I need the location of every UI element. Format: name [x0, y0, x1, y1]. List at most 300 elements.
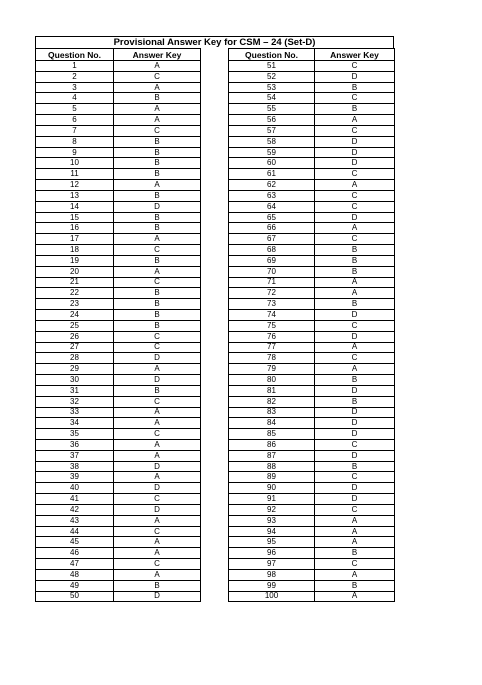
- column-gap: [201, 115, 229, 126]
- question-number-cell: 23: [36, 299, 114, 310]
- answer-key-table: [35, 48, 395, 602]
- table-row: [36, 245, 395, 256]
- question-number-cell: 1: [36, 61, 114, 72]
- answer-cell: B: [114, 223, 201, 234]
- column-gap: [201, 472, 229, 483]
- answer-cell: D: [315, 310, 395, 321]
- answer-cell: C: [315, 320, 395, 331]
- column-gap: [201, 504, 229, 515]
- table-row: [36, 353, 395, 364]
- question-number-cell: 60: [229, 158, 315, 169]
- answer-cell: A: [114, 234, 201, 245]
- answer-cell: B: [315, 580, 395, 591]
- column-gap: [201, 515, 229, 526]
- column-gap: [201, 364, 229, 375]
- question-number-cell: 55: [229, 104, 315, 115]
- question-number-cell: 91: [229, 494, 315, 505]
- table-row: [36, 385, 395, 396]
- answer-cell: B: [114, 169, 201, 180]
- table-row: [36, 515, 395, 526]
- answer-cell: A: [114, 266, 201, 277]
- answer-cell: D: [315, 158, 395, 169]
- answer-cell: D: [114, 461, 201, 472]
- column-gap: [201, 483, 229, 494]
- table-row: [36, 375, 395, 386]
- answer-cell: C: [114, 396, 201, 407]
- column-gap: [201, 591, 229, 602]
- question-number-cell: 14: [36, 201, 114, 212]
- question-number-cell: 4: [36, 93, 114, 104]
- question-number-cell: 8: [36, 136, 114, 147]
- answer-cell: A: [315, 180, 395, 191]
- question-number-cell: 82: [229, 396, 315, 407]
- question-number-cell: 35: [36, 429, 114, 440]
- question-number-cell: 42: [36, 504, 114, 515]
- question-number-cell: 20: [36, 266, 114, 277]
- question-number-cell: 21: [36, 277, 114, 288]
- question-number-cell: 34: [36, 418, 114, 429]
- table-row: [36, 569, 395, 580]
- answer-cell: A: [114, 104, 201, 115]
- answer-cell: D: [315, 147, 395, 158]
- answer-cell: C: [114, 342, 201, 353]
- answer-cell: B: [114, 147, 201, 158]
- answer-cell: C: [315, 93, 395, 104]
- column-gap: [201, 71, 229, 82]
- answer-cell: A: [114, 439, 201, 450]
- answer-key-header-right: Answer Key: [315, 49, 395, 61]
- answer-cell: B: [315, 461, 395, 472]
- answer-cell: A: [114, 61, 201, 72]
- question-number-cell: 65: [229, 212, 315, 223]
- answer-cell: A: [114, 82, 201, 93]
- column-gap: [201, 299, 229, 310]
- answer-cell: A: [315, 569, 395, 580]
- answer-cell: D: [114, 375, 201, 386]
- question-number-cell: 19: [36, 255, 114, 266]
- table-row: [36, 494, 395, 505]
- question-number-cell: 56: [229, 115, 315, 126]
- question-number-cell: 81: [229, 385, 315, 396]
- table-row: [36, 537, 395, 548]
- answer-cell: D: [114, 483, 201, 494]
- table-row: [36, 158, 395, 169]
- table-row: [36, 548, 395, 559]
- column-gap: [201, 255, 229, 266]
- answer-cell: B: [114, 212, 201, 223]
- answer-cell: C: [114, 429, 201, 440]
- answer-cell: D: [315, 212, 395, 223]
- answer-cell: C: [315, 201, 395, 212]
- column-gap: [201, 439, 229, 450]
- table-row: [36, 288, 395, 299]
- question-number-cell: 75: [229, 320, 315, 331]
- table-row: [36, 580, 395, 591]
- table-row: [36, 418, 395, 429]
- column-gap: [201, 266, 229, 277]
- question-number-cell: 22: [36, 288, 114, 299]
- question-number-cell: 52: [229, 71, 315, 82]
- question-number-cell: 59: [229, 147, 315, 158]
- answer-cell: C: [315, 169, 395, 180]
- question-number-cell: 46: [36, 548, 114, 559]
- answer-cell: D: [315, 136, 395, 147]
- table-row: [36, 93, 395, 104]
- question-number-cell: 73: [229, 299, 315, 310]
- answer-cell: B: [114, 190, 201, 201]
- question-number-cell: 7: [36, 125, 114, 136]
- question-number-cell: 74: [229, 310, 315, 321]
- answer-cell: B: [114, 580, 201, 591]
- column-gap: [201, 190, 229, 201]
- table-row: [36, 342, 395, 353]
- question-number-cell: 28: [36, 353, 114, 364]
- question-number-cell: 84: [229, 418, 315, 429]
- question-number-cell: 62: [229, 180, 315, 191]
- answer-cell: C: [114, 559, 201, 570]
- question-number-cell: 27: [36, 342, 114, 353]
- answer-cell: D: [315, 407, 395, 418]
- column-gap: [201, 82, 229, 93]
- answer-cell: B: [315, 266, 395, 277]
- answer-cell: C: [114, 526, 201, 537]
- column-gap: [201, 288, 229, 299]
- question-number-cell: 58: [229, 136, 315, 147]
- question-number-cell: 13: [36, 190, 114, 201]
- column-gap: [201, 93, 229, 104]
- question-number-cell: 40: [36, 483, 114, 494]
- column-gap: [201, 169, 229, 180]
- question-number-cell: 10: [36, 158, 114, 169]
- question-number-cell: 25: [36, 320, 114, 331]
- column-gap: [201, 277, 229, 288]
- question-number-cell: 44: [36, 526, 114, 537]
- answer-cell: A: [315, 288, 395, 299]
- question-number-cell: 70: [229, 266, 315, 277]
- question-number-cell: 88: [229, 461, 315, 472]
- column-gap: [201, 104, 229, 115]
- table-row: [36, 472, 395, 483]
- answer-cell: B: [114, 158, 201, 169]
- column-gap: [201, 418, 229, 429]
- question-number-cell: 98: [229, 569, 315, 580]
- table-row: [36, 310, 395, 321]
- table-row: [36, 136, 395, 147]
- table-row: [36, 180, 395, 191]
- table-row: [36, 71, 395, 82]
- column-gap: [201, 310, 229, 321]
- table-row: [36, 115, 395, 126]
- question-no-header-left: Question No.: [36, 49, 114, 61]
- question-number-cell: 39: [36, 472, 114, 483]
- question-number-cell: 12: [36, 180, 114, 191]
- answer-cell: D: [114, 353, 201, 364]
- answer-cell: B: [315, 548, 395, 559]
- question-number-cell: 43: [36, 515, 114, 526]
- answer-cell: D: [315, 331, 395, 342]
- answer-cell: A: [114, 548, 201, 559]
- answer-cell: B: [315, 104, 395, 115]
- table-row: [36, 439, 395, 450]
- question-number-cell: 68: [229, 245, 315, 256]
- answer-cell: C: [315, 353, 395, 364]
- question-number-cell: 63: [229, 190, 315, 201]
- column-gap: [201, 407, 229, 418]
- answer-cell: D: [114, 504, 201, 515]
- table-row: [36, 591, 395, 602]
- answer-cell: A: [315, 277, 395, 288]
- question-number-cell: 33: [36, 407, 114, 418]
- answer-cell: D: [114, 201, 201, 212]
- answer-cell: A: [315, 526, 395, 537]
- question-number-cell: 89: [229, 472, 315, 483]
- table-row: [36, 212, 395, 223]
- answer-cell: B: [315, 245, 395, 256]
- question-number-cell: 69: [229, 255, 315, 266]
- question-number-cell: 94: [229, 526, 315, 537]
- answer-key-body: [36, 49, 395, 602]
- answer-cell: D: [315, 483, 395, 494]
- question-number-cell: 66: [229, 223, 315, 234]
- question-number-cell: 53: [229, 82, 315, 93]
- answer-key-sheet: [35, 36, 394, 602]
- column-gap: [201, 245, 229, 256]
- question-number-cell: 79: [229, 364, 315, 375]
- answer-cell: A: [114, 407, 201, 418]
- question-number-cell: 45: [36, 537, 114, 548]
- table-row: [36, 331, 395, 342]
- table-row: [36, 364, 395, 375]
- answer-cell: C: [114, 245, 201, 256]
- column-gap: [201, 158, 229, 169]
- answer-cell: B: [315, 375, 395, 386]
- question-number-cell: 93: [229, 515, 315, 526]
- table-row: [36, 147, 395, 158]
- answer-cell: A: [315, 342, 395, 353]
- question-number-cell: 97: [229, 559, 315, 570]
- column-gap: [201, 461, 229, 472]
- question-number-cell: 64: [229, 201, 315, 212]
- column-gap: [201, 429, 229, 440]
- column-gap: [201, 234, 229, 245]
- answer-cell: C: [114, 494, 201, 505]
- table-row: [36, 190, 395, 201]
- table-row: [36, 526, 395, 537]
- answer-cell: C: [114, 277, 201, 288]
- question-number-cell: 76: [229, 331, 315, 342]
- answer-cell: A: [114, 450, 201, 461]
- answer-cell: A: [315, 364, 395, 375]
- answer-cell: A: [114, 472, 201, 483]
- answer-cell: B: [315, 396, 395, 407]
- question-number-cell: 83: [229, 407, 315, 418]
- answer-cell: C: [315, 472, 395, 483]
- answer-cell: A: [114, 569, 201, 580]
- question-number-cell: 26: [36, 331, 114, 342]
- table-row: [36, 223, 395, 234]
- table-row: [36, 407, 395, 418]
- answer-cell: C: [315, 234, 395, 245]
- table-row: [36, 320, 395, 331]
- question-number-cell: 95: [229, 537, 315, 548]
- answer-cell: B: [114, 93, 201, 104]
- column-gap: [201, 353, 229, 364]
- answer-cell: C: [114, 331, 201, 342]
- question-number-cell: 90: [229, 483, 315, 494]
- answer-cell: B: [114, 136, 201, 147]
- question-number-cell: 3: [36, 82, 114, 93]
- question-number-cell: 48: [36, 569, 114, 580]
- question-number-cell: 49: [36, 580, 114, 591]
- table-row: [36, 169, 395, 180]
- question-number-cell: 6: [36, 115, 114, 126]
- column-gap: [201, 342, 229, 353]
- answer-cell: D: [315, 429, 395, 440]
- question-number-cell: 51: [229, 61, 315, 72]
- question-number-cell: 96: [229, 548, 315, 559]
- question-number-cell: 61: [229, 169, 315, 180]
- answer-cell: D: [315, 494, 395, 505]
- table-row: [36, 266, 395, 277]
- question-number-cell: 80: [229, 375, 315, 386]
- question-number-cell: 77: [229, 342, 315, 353]
- answer-cell: D: [315, 71, 395, 82]
- answer-cell: C: [315, 125, 395, 136]
- question-number-cell: 31: [36, 385, 114, 396]
- table-row: [36, 483, 395, 494]
- column-gap: [201, 396, 229, 407]
- question-number-cell: 47: [36, 559, 114, 570]
- table-row: [36, 450, 395, 461]
- column-gap: [201, 559, 229, 570]
- answer-cell: D: [315, 418, 395, 429]
- answer-cell: D: [315, 385, 395, 396]
- column-gap: [201, 201, 229, 212]
- question-number-cell: 85: [229, 429, 315, 440]
- column-gap: [201, 49, 229, 61]
- answer-cell: C: [114, 125, 201, 136]
- answer-cell: A: [114, 515, 201, 526]
- table-row: [36, 61, 395, 72]
- answer-key-header-left: Answer Key: [114, 49, 201, 61]
- table-row: [36, 104, 395, 115]
- question-number-cell: 15: [36, 212, 114, 223]
- table-row: [36, 504, 395, 515]
- answer-cell: C: [315, 559, 395, 570]
- answer-cell: B: [114, 385, 201, 396]
- column-gap: [201, 450, 229, 461]
- question-number-cell: 78: [229, 353, 315, 364]
- column-gap: [201, 375, 229, 386]
- answer-cell: A: [114, 537, 201, 548]
- answer-cell: A: [315, 591, 395, 602]
- column-gap: [201, 331, 229, 342]
- answer-cell: B: [114, 310, 201, 321]
- answer-cell: B: [114, 288, 201, 299]
- table-row: [36, 234, 395, 245]
- column-gap: [201, 537, 229, 548]
- column-gap: [201, 125, 229, 136]
- column-gap: [201, 385, 229, 396]
- question-number-cell: 72: [229, 288, 315, 299]
- question-number-cell: 67: [229, 234, 315, 245]
- question-number-cell: 5: [36, 104, 114, 115]
- question-number-cell: 87: [229, 450, 315, 461]
- table-row: [36, 396, 395, 407]
- column-gap: [201, 180, 229, 191]
- question-number-cell: 17: [36, 234, 114, 245]
- answer-cell: C: [315, 504, 395, 515]
- table-row: [36, 82, 395, 93]
- answer-cell: A: [114, 180, 201, 191]
- answer-cell: A: [315, 537, 395, 548]
- table-row: [36, 125, 395, 136]
- answer-cell: B: [114, 299, 201, 310]
- header-row: [36, 49, 395, 61]
- question-number-cell: 92: [229, 504, 315, 515]
- column-gap: [201, 569, 229, 580]
- column-gap: [201, 548, 229, 559]
- question-number-cell: 32: [36, 396, 114, 407]
- column-gap: [201, 61, 229, 72]
- question-number-cell: 57: [229, 125, 315, 136]
- answer-cell: A: [315, 515, 395, 526]
- table-row: [36, 201, 395, 212]
- column-gap: [201, 136, 229, 147]
- question-number-cell: 2: [36, 71, 114, 82]
- answer-cell: C: [315, 61, 395, 72]
- table-row: [36, 429, 395, 440]
- question-number-cell: 86: [229, 439, 315, 450]
- answer-cell: A: [114, 418, 201, 429]
- question-number-cell: 18: [36, 245, 114, 256]
- answer-cell: D: [114, 591, 201, 602]
- question-number-cell: 54: [229, 93, 315, 104]
- answer-cell: A: [315, 223, 395, 234]
- question-number-cell: 99: [229, 580, 315, 591]
- answer-cell: A: [315, 115, 395, 126]
- question-number-cell: 36: [36, 439, 114, 450]
- column-gap: [201, 526, 229, 537]
- answer-cell: C: [114, 71, 201, 82]
- column-gap: [201, 212, 229, 223]
- answer-cell: B: [114, 255, 201, 266]
- column-gap: [201, 320, 229, 331]
- column-gap: [201, 494, 229, 505]
- question-no-header-right: Question No.: [229, 49, 315, 61]
- question-number-cell: 16: [36, 223, 114, 234]
- answer-cell: C: [315, 439, 395, 450]
- answer-cell: A: [114, 364, 201, 375]
- answer-cell: A: [114, 115, 201, 126]
- question-number-cell: 11: [36, 169, 114, 180]
- question-number-cell: 29: [36, 364, 114, 375]
- question-number-cell: 30: [36, 375, 114, 386]
- table-row: [36, 255, 395, 266]
- table-row: [36, 461, 395, 472]
- question-number-cell: 37: [36, 450, 114, 461]
- question-number-cell: 50: [36, 591, 114, 602]
- question-number-cell: 41: [36, 494, 114, 505]
- question-number-cell: 24: [36, 310, 114, 321]
- answer-cell: C: [315, 190, 395, 201]
- answer-cell: B: [315, 299, 395, 310]
- question-number-cell: 9: [36, 147, 114, 158]
- answer-cell: B: [315, 82, 395, 93]
- table-row: [36, 299, 395, 310]
- answer-cell: B: [315, 255, 395, 266]
- answer-cell: B: [114, 320, 201, 331]
